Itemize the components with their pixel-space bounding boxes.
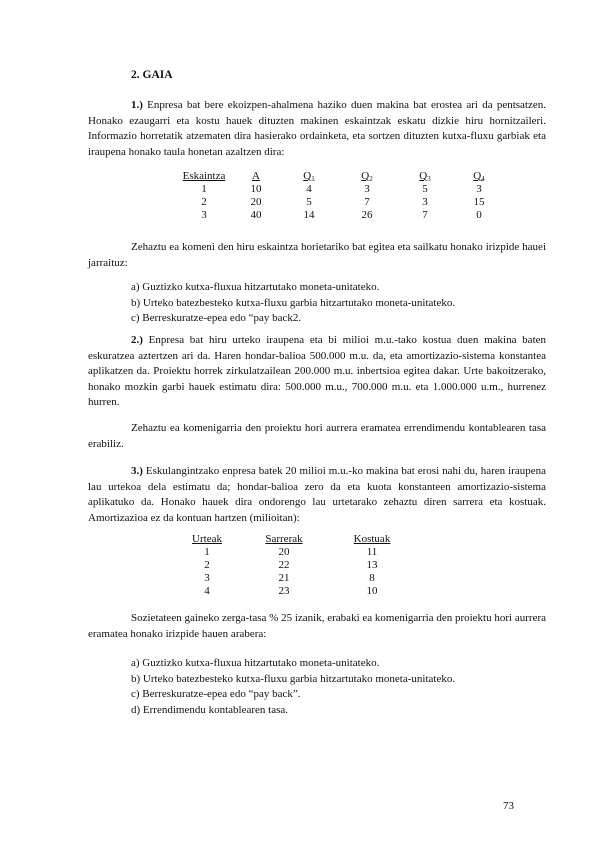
- table-cell: 10: [366, 585, 378, 597]
- table-cell: 1: [201, 183, 207, 195]
- offers-column-header: [176, 170, 232, 183]
- problem-2-instruction: Zehaztu ea komenigarria den proiektu hori aurrera eramatea errendimendu kontablearen tasa erabiliz.: [88, 422, 546, 450]
- offers-column-header: [454, 170, 504, 183]
- problem-3-criteria-list: [131, 656, 455, 718]
- problem-1-instruction: Zehaztu ea komeni den hiru eskaintza horietariko bat egitea eta sailkatu honako irizpide hauei jarraituz:: [88, 241, 546, 269]
- table-row: [176, 572, 414, 585]
- table-cell: 20: [250, 196, 262, 208]
- problem-1-text: Enpresa bat bere ekoizpen-ahalmena haziko duen makina bat erostea ari da pentsatzen. Honako ezaugarri eta kostu hauek dituzten makinen eskaintzak eskatu dizkie hiru hornitzaileri. Informazio horretatik atzematen dira hasierako ordainketa, eta sortzen dituzten kutxa-fluxu garbiak eta iraupena honako taula honetan azaltzen dira:: [88, 99, 547, 158]
- column-header: Urteak: [192, 533, 222, 545]
- column-header-label: A: [252, 170, 260, 182]
- table-cell: 3: [204, 572, 210, 584]
- table-cell: 21: [278, 572, 290, 584]
- list-item: a) Guztizko kutxa-fluxua hitzartutako moneta-unitateko.: [131, 281, 380, 293]
- list-item: c) Berreskuratze-epea edo “pay back2.: [131, 312, 302, 324]
- table-cell: 13: [366, 559, 378, 571]
- column-header-label: Q: [473, 170, 482, 182]
- list-item: c) Berreskuratze-epea edo “pay back”.: [131, 688, 301, 700]
- table-cell: 23: [278, 585, 290, 597]
- table-cell: 40: [250, 209, 262, 221]
- column-header-subscript: 4: [481, 175, 485, 183]
- problem-2-number: 2.): [131, 334, 143, 346]
- problem-1-paragraph: [88, 98, 546, 160]
- table-row: [176, 559, 414, 572]
- offers-column-header: [280, 170, 338, 183]
- problem-3-number: 3.): [131, 465, 143, 477]
- table-row: [176, 546, 414, 559]
- offers-column-header: [338, 170, 396, 183]
- table-cell: 8: [369, 572, 375, 584]
- table-cell: 3: [364, 183, 370, 195]
- column-header-subscript: 3: [427, 175, 431, 183]
- column-header-subscript: 1: [311, 175, 315, 183]
- table-cell: 4: [306, 183, 312, 195]
- table-cell: 5: [306, 196, 312, 208]
- table-cell: 20: [278, 546, 290, 558]
- problem-2-paragraph: [88, 333, 546, 411]
- table-cell: 0: [476, 209, 482, 221]
- problem-1-number: 1.): [131, 99, 143, 111]
- table-row: [176, 196, 504, 209]
- column-header-label: Q: [419, 170, 428, 182]
- offers-column-header: [396, 170, 454, 183]
- table-row: [176, 183, 504, 196]
- table-cell: 22: [278, 559, 290, 571]
- table-cell: 3: [476, 183, 482, 195]
- problem-3-text: Eskulangintzako enpresa batek 20 milioi m.u.-ko makina bat erosi nahi du, haren iraupena lau urtekoa dela estimatu da; hondar-balioa zero da eta kuota konstanteen amortizazio-sistema aplikatuko da. Honako hauek dira ondorengo lau urtetarako zehaztu diren sarrera eta kostuak. Amortizazioa ez da kontuan hartzen (milioitan):: [88, 465, 546, 524]
- table-row: [176, 209, 504, 222]
- table-cell: 10: [250, 183, 262, 195]
- table-cell: 15: [473, 196, 485, 208]
- income-costs-table: [176, 533, 414, 598]
- column-header-label: Q: [361, 170, 370, 182]
- offers-table: [176, 170, 504, 222]
- table-cell: 11: [366, 546, 378, 558]
- table-cell: 2: [201, 196, 207, 208]
- table-cell: 5: [422, 183, 428, 195]
- income-costs-table-header: [176, 533, 414, 546]
- table-cell: 4: [204, 585, 210, 597]
- table-cell: 26: [361, 209, 373, 221]
- section-heading: 2. GAIA: [131, 69, 173, 81]
- problem-3-paragraph: [88, 464, 546, 526]
- table-cell: 3: [201, 209, 207, 221]
- list-item: b) Urteko batezbesteko kutxa-fluxu garbia hitzartutako moneta-unitateko.: [131, 296, 456, 309]
- list-item: b) Urteko batezbesteko kutxa-fluxu garbia hitzartutako moneta-unitateko.: [131, 672, 456, 685]
- column-header-subscript: 2: [369, 175, 373, 183]
- column-header-label: Eskaintza: [182, 170, 226, 182]
- table-cell: 7: [364, 196, 370, 208]
- table-row: [176, 585, 414, 598]
- table-cell: 2: [204, 559, 210, 571]
- table-cell: 3: [422, 196, 428, 208]
- problem-2-text: Enpresa bat hiru urteko iraupena eta bi milioi m.u.-tako kostua duen makina baten eskuratzea aztertzen ari da. Haren hondar-balioa 500.000 m.u. da, eta amortizazio-sistema konstantea aplikatzen da. Proiektu horrek zirkulatzailean 200.000 m.u. inbertsioa egitea dakar. Urte bakoitzerako, honako mozkin garbi hauek estimatu dira: 500.000 m.u., 700.000 m.u. eta 1.000.000 u.m., hurrenez hurren.: [88, 334, 547, 408]
- table-cell: 1: [204, 546, 210, 558]
- column-header-label: Q: [303, 170, 312, 182]
- list-item: a) Guztizko kutxa-fluxua hitzartutako moneta-unitateko.: [131, 657, 380, 669]
- offers-column-header: [232, 170, 280, 183]
- problem-1-criteria-list: [131, 280, 455, 327]
- problem-3-instruction: Sozietateen gaineko zerga-tasa % 25 izanik, erabaki ea komenigarria den proiektu hori aurrera eramatea honako irizpide hauen arabera:: [88, 612, 546, 640]
- column-header: Kostuak: [353, 533, 391, 545]
- offers-table-header: [176, 170, 504, 183]
- column-header: Sarrerak: [265, 533, 303, 545]
- table-cell: 7: [422, 209, 428, 221]
- page-number: 73: [503, 800, 514, 812]
- table-cell: 14: [303, 209, 315, 221]
- list-item: d) Errendimendu kontablearen tasa.: [131, 703, 288, 716]
